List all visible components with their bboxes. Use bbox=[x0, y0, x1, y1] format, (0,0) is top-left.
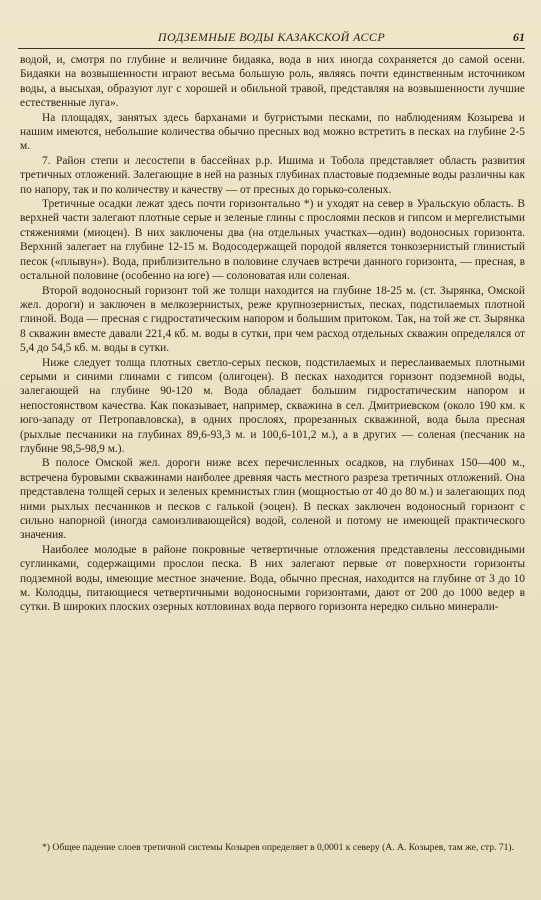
paragraph-5: Второй водоносный горизонт той же толщи находится на глубине 18-25 м. (ст. Зырянка, Омской жел. дороги) и заключен в мелкозернистых, реже крупнозернистых, песках, подстилаемых плотной глиной. Вода — пресная с гидростатическим напором и большим притоком. Так, на той же ст. Зырянка 8 скважин вместе давали 221,4 кб. м. воды в сутки, при чем расход отдельных скважин определялся от 5,4 до 54,5 кб. м. воды в сутки. bbox=[20, 284, 525, 355]
paragraph-4: Третичные осадки лежат здесь почти горизонтально *) и уходят на север в Уральскую область. В верхней части залегают плотные серые и зеленые глины с прослоями песков и гипсом и мергелистыми стяжениями (миоцен). В них заключены два (на отдельных участках—один) водоносных горизонта. Верхний залегает на глубине 12-15 м. Водосодержащей породой является тонкозернистый глинистый песок («плывун»). Вода, приблизительно в половине случаев встречи данного горизонта, — пресная, в остальной половине (особенно на юге) — солоноватая или соленая. bbox=[20, 198, 525, 283]
footnote-section bbox=[20, 842, 525, 854]
running-title: ПОДЗЕМНЫЕ ВОДЫ КАЗАКСКОЙ АССР bbox=[157, 30, 386, 44]
page-number: 61 bbox=[513, 30, 525, 44]
running-header bbox=[18, 28, 525, 49]
main-text bbox=[20, 53, 525, 615]
footnote: *) Общее падение слоев третичной системы Козырев определяет в 0,0001 к северу (А. А. Козырев, там же, стр. 71). bbox=[42, 842, 515, 853]
paragraph-1: водой, и, смотря по глубине и величине бидаяка, вода в них иногда сохраняется до самой осени. Бидаяки на возвышенности играют весьма большую роль, являясь почти единственным источником воды, а высыхая, образуют луг с хорошей и обильной травой, представляя на возвышенности лучшие естественные луга». bbox=[20, 54, 525, 110]
paragraph-6: Ниже следует толща плотных светло-серых песков, подстилаемых и переслаиваемых плотными серыми и синими глинами с гипсом (олигоцен). В песках находится горизонт подземной воды, залегающей на глубине 90-120 м. Вода обладает большим гидростатическим напором и непостоянством качества. Как показывает, например, скважина в сел. Дмитриевском (около 190 км. к юго-западу от Петропавловска), в одних прослоях, прорезанных скважиной, вода была пресная (рыхлые песчаники на глубинах 89,6-93,3 м. и 100,6-101,2 м.), а в других — соленая (песчаник на глубине 98,5-98,9 м.). bbox=[20, 356, 525, 455]
paragraph-7: В полосе Омской жел. дороги ниже всех перечисленных осадков, на глубинах 150—400 м., встречена буровыми скважинами наиболее древняя часть местного разреза третичных отложений. Она представлена толщей серых и зеленых кремнистых глин (мощностью от 40 до 80 м.) и залегающих под ними рыхлых песчаников и песков с галькой (эоцен). В песках заключен водоносный горизонт с сильно напорной (иногда самоизливающейся) водой, соленой и потому не имеющей практического значения. bbox=[20, 457, 525, 542]
paragraph-3: 7. Район степи и лесостепи в бассейнах р.р. Ишима и Тобола представляет область развития третичных отложений. Залегающие в ней на разных глубинах пластовые подземные воды различны как по напору, так и по количеству и качеству — от пресных до горько-соленых. bbox=[20, 154, 525, 196]
paragraph-2: На площадях, занятых здесь барханами и бугристыми песками, по наблюдениям Козырева и нашим имеются, небольшие количества обычно пресных вод можно встретить в песках на глубине 2-5 м. bbox=[20, 111, 525, 153]
paragraph-8: Наиболее молодые в районе покровные четвертичные отложения представлены лессовидными суглинками, содержащими прослои песка. В них залегают первые от поверхности горизонты подземной воды, имеющие местное значение. Вода, обычно пресная, находится на глубине от 3 до 10 м. Колодцы, питающиеся четвертичными водоносными горизонтами, дают от 200 до 1000 ведер в сутки. В широких плоских озерных котловинах вода первого горизонта нередко сильно минерали- bbox=[20, 543, 525, 614]
